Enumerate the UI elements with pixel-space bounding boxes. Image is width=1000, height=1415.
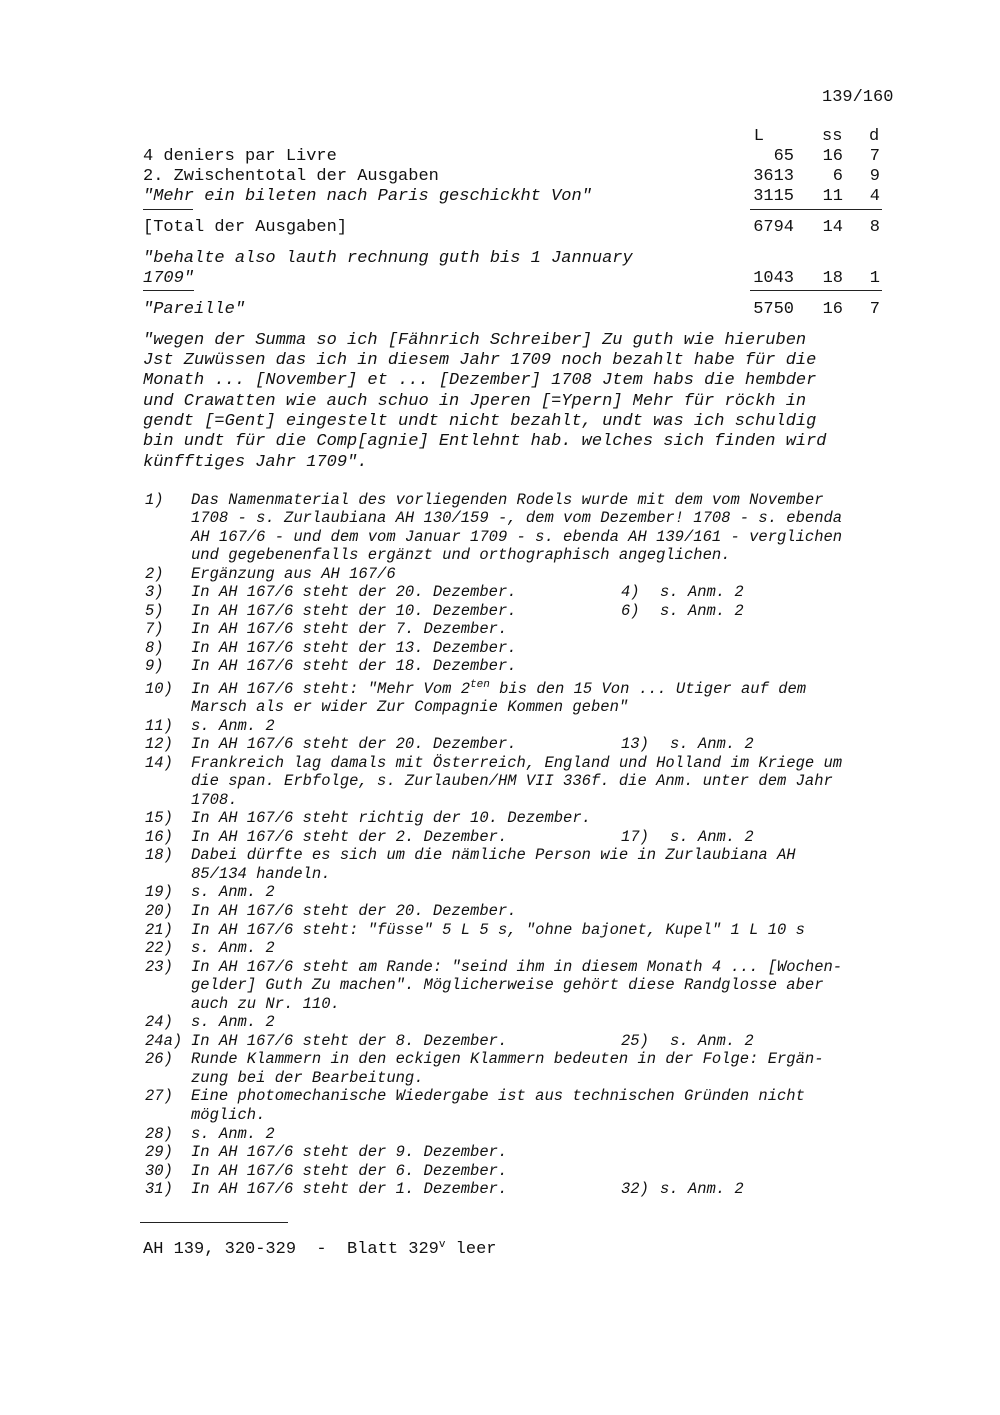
footnote-text: s. Anm. 2 xyxy=(670,735,754,753)
footnote-number: 13) xyxy=(621,735,649,753)
footnote-text: In AH 167/6 steht der 9. Dezember. xyxy=(191,1143,508,1161)
footnote-text: Runde Klammern in den eckigen Klammern bedeuten in der Folge: Ergän- xyxy=(191,1050,824,1068)
footnote-number: 28) xyxy=(145,1125,173,1143)
footnote-text: In AH 167/6 steht der 20. Dezember. xyxy=(191,735,517,753)
footnote-number: 3) xyxy=(145,583,164,601)
quote-line: gendt [=Gent] eingestelt undt nicht bezahlt, undt was ich schuldig xyxy=(143,412,817,431)
footnote-text: In AH 167/6 steht richtig der 10. Dezember. xyxy=(191,809,591,827)
footnote-text: Marsch als er wider Zur Compagnie Kommen geben" xyxy=(191,698,629,716)
underline-divider xyxy=(143,290,194,291)
footnote-text: In AH 167/6 steht der 8. Dezember. xyxy=(191,1032,508,1050)
footnote-text: In AH 167/6 steht der 13. Dezember. xyxy=(191,639,517,657)
sum-divider xyxy=(750,209,882,210)
footnote-number: 30) xyxy=(145,1162,173,1180)
ledger-row-deniers: 1 xyxy=(869,269,880,288)
ledger-row-sols: 14 xyxy=(822,218,843,237)
footnote-text: s. Anm. 2 xyxy=(670,828,754,846)
footnote-text: In AH 167/6 steht der 2. Dezember. xyxy=(191,828,508,846)
ledger-row-livres: 65 xyxy=(773,147,794,166)
superscript: ten xyxy=(470,679,490,691)
ledger-row-sols: 11 xyxy=(822,187,843,206)
ledger-row-sols: 18 xyxy=(822,269,843,288)
footnote-number: 8) xyxy=(145,639,164,657)
footnote-number: 32) xyxy=(621,1180,649,1198)
ledger-row-livres: 3115 xyxy=(753,187,794,206)
footnote-number: 18) xyxy=(145,846,173,864)
ledger-row-livres: 3613 xyxy=(753,167,794,186)
footnote-number: 23) xyxy=(145,958,173,976)
bottom-note xyxy=(143,1240,496,1260)
ledger-row-deniers: 4 xyxy=(869,187,880,206)
footnote-number: 9) xyxy=(145,657,164,675)
footnote-text: s. Anm. 2 xyxy=(660,602,744,620)
footnote-number: 21) xyxy=(145,921,173,939)
superscript: v xyxy=(438,1239,446,1251)
footnote-number: 7) xyxy=(145,620,164,638)
footnote-number: 16) xyxy=(145,828,173,846)
header-livres: L xyxy=(753,127,764,146)
ledger-row-label: 1709" xyxy=(143,269,195,288)
footnote-text: s. Anm. 2 xyxy=(670,1032,754,1050)
footnote-number: 24) xyxy=(145,1013,173,1031)
footnote-number: 26) xyxy=(145,1050,173,1068)
quote-line: und Crawatten wie auch schuo in Jperen [=Ypern] Mehr für röckh in xyxy=(143,392,807,411)
ledger-row-label: "behalte also lauth rechnung guth bis 1 Jannuary xyxy=(143,249,633,268)
footnote-text: auch zu Nr. 110. xyxy=(191,995,340,1013)
footnote-number: 17) xyxy=(621,828,649,846)
ledger-row-livres: 6794 xyxy=(753,218,794,237)
footnote-text: gelder] Guth Zu machen". Möglicherweise gehört diese Randglosse aber xyxy=(191,976,824,994)
footnote-text: s. Anm. 2 xyxy=(191,939,275,957)
footnote-text: s. Anm. 2 xyxy=(191,1125,275,1143)
footnote-number: 11) xyxy=(145,717,173,735)
footnote-number: 5) xyxy=(145,602,164,620)
footnote-text: In AH 167/6 steht der 20. Dezember. xyxy=(191,902,517,920)
quote-line: Jst Zuwüssen das ich in diesem Jahr 1709 noch bezahlt habe für die xyxy=(143,351,817,370)
header-sols: ss xyxy=(822,127,843,146)
footnote-text: Dabei dürfte es sich um die nämliche Person wie in Zurlaubiana AH xyxy=(191,846,796,864)
footnote-text: In AH 167/6 steht der 10. Dezember. xyxy=(191,602,517,620)
footnote-number: 24a) xyxy=(145,1032,183,1050)
bottom-note-text: leer xyxy=(445,1240,497,1259)
footnote-number: 25) xyxy=(621,1032,649,1050)
footnote-text: Eine photomechanische Wiedergabe ist aus technischen Gründen nicht xyxy=(191,1087,805,1105)
ledger-row-livres: 1043 xyxy=(753,269,794,288)
footnote-text: zung bei der Bearbeitung. xyxy=(191,1069,424,1087)
footnote-text: möglich. xyxy=(191,1106,266,1124)
footnote-text: Das Namenmaterial des vorliegenden Rodels wurde mit dem vom November xyxy=(191,491,824,509)
footnote-number: 10) xyxy=(145,680,173,698)
footnote-text: In AH 167/6 steht der 7. Dezember. xyxy=(191,620,508,638)
quote-line: "wegen der Summa so ich [Fähnrich Schreiber] Zu guth wie hieruben xyxy=(143,331,807,350)
ledger-row-deniers: 7 xyxy=(869,300,880,319)
footnote-number: 14) xyxy=(145,754,173,772)
ledger-row-label: 4 deniers par Livre xyxy=(143,147,337,166)
ledger-row-livres: 5750 xyxy=(753,300,794,319)
footnote-number: 12) xyxy=(145,735,173,753)
footnote-text: s. Anm. 2 xyxy=(660,1180,744,1198)
footnote-separator xyxy=(140,1222,288,1223)
footnote-text: In AH 167/6 steht: "füsse" 5 L 5 s, "ohne bajonet, Kupel" 1 L 10 s xyxy=(191,921,805,939)
ledger-row-sols: 16 xyxy=(822,147,843,166)
footnote-number: 4) xyxy=(621,583,640,601)
footnote-number: 6) xyxy=(621,602,640,620)
ledger-row-label: [Total der Ausgaben] xyxy=(143,218,348,237)
ledger-row-deniers: 7 xyxy=(869,147,880,166)
footnote-text: 1708 - s. Zurlaubiana AH 130/159 -, dem vom Dezember! 1708 - s. ebenda xyxy=(191,509,843,527)
footnote-number: 29) xyxy=(145,1143,173,1161)
quote-line: bin undt für die Comp[agnie] Entlehnt hab. welches sich finden wird xyxy=(143,432,827,451)
footnote-text: Ergänzung aus AH 167/6 xyxy=(191,565,396,583)
footnote-text: In AH 167/6 steht der 1. Dezember. xyxy=(191,1180,508,1198)
footnote-text: s. Anm. 2 xyxy=(191,1013,275,1031)
footnote-text: s. Anm. 2 xyxy=(191,883,275,901)
footnote-text: 1708. xyxy=(191,791,238,809)
footnote-text-part: In AH 167/6 steht: "Mehr Vom 2 xyxy=(191,680,471,698)
footnote-number: 15) xyxy=(145,809,173,827)
footnote-text: und gegebenenfalls ergänzt und orthographisch angeglichen. xyxy=(191,546,731,564)
footnote-text: Frankreich lag damals mit Österreich, England und Holland im Kriege um xyxy=(191,754,843,772)
footnote-text: s. Anm. 2 xyxy=(191,717,275,735)
footnote-number: 19) xyxy=(145,883,173,901)
footnote-number: 31) xyxy=(145,1180,173,1198)
ledger-row-label: "Mehr ein bileten nach Paris geschickht Von" xyxy=(143,187,592,206)
footnote-number: 1) xyxy=(145,491,164,509)
footnote-text: In AH 167/6 steht der 6. Dezember. xyxy=(191,1162,508,1180)
ledger-row-sols: 6 xyxy=(832,167,843,186)
footnote-text: die span. Erbfolge, s. Zurlauben/HM VII 336f. die Anm. unter dem Jahr xyxy=(191,772,833,790)
footnote-number: 22) xyxy=(145,939,173,957)
underline-divider xyxy=(143,209,193,210)
ledger-row-label: "Pareille" xyxy=(143,300,246,319)
footnote-number: 27) xyxy=(145,1087,173,1105)
bottom-note-text: AH 139, 320-329 - Blatt 329 xyxy=(143,1240,439,1259)
header-deniers: d xyxy=(869,127,880,146)
footnote-text: s. Anm. 2 xyxy=(660,583,744,601)
ledger-row-deniers: 9 xyxy=(869,167,880,186)
footnote-text: In AH 167/6 steht der 20. Dezember. xyxy=(191,583,517,601)
quote-line: künfftiges Jahr 1709". xyxy=(143,453,368,472)
footnote-number: 20) xyxy=(145,902,173,920)
ledger-row-sols: 16 xyxy=(822,300,843,319)
footnote-text-part: bis den 15 Von ... Utiger auf dem xyxy=(489,680,807,698)
footnote-text xyxy=(191,680,806,699)
ledger-row-label: 2. Zwischentotal der Ausgaben xyxy=(143,167,439,186)
quote-line: Monath ... [November] et ... [Dezember] 1708 Jtem habs die hembder xyxy=(143,371,817,390)
sum-divider xyxy=(750,290,882,291)
footnote-text: In AH 167/6 steht der 18. Dezember. xyxy=(191,657,517,675)
page-number: 139/160 xyxy=(822,88,894,107)
footnote-text: AH 167/6 - und dem vom Januar 1709 - s. ebenda AH 139/161 - verglichen xyxy=(191,528,843,546)
ledger-row-deniers: 8 xyxy=(869,218,880,237)
footnote-number: 2) xyxy=(145,565,164,583)
footnote-text: In AH 167/6 steht am Rande: "seind ihm in diesem Monath 4 ... [Wochen- xyxy=(191,958,843,976)
footnote-text: 85/134 handeln. xyxy=(191,865,331,883)
